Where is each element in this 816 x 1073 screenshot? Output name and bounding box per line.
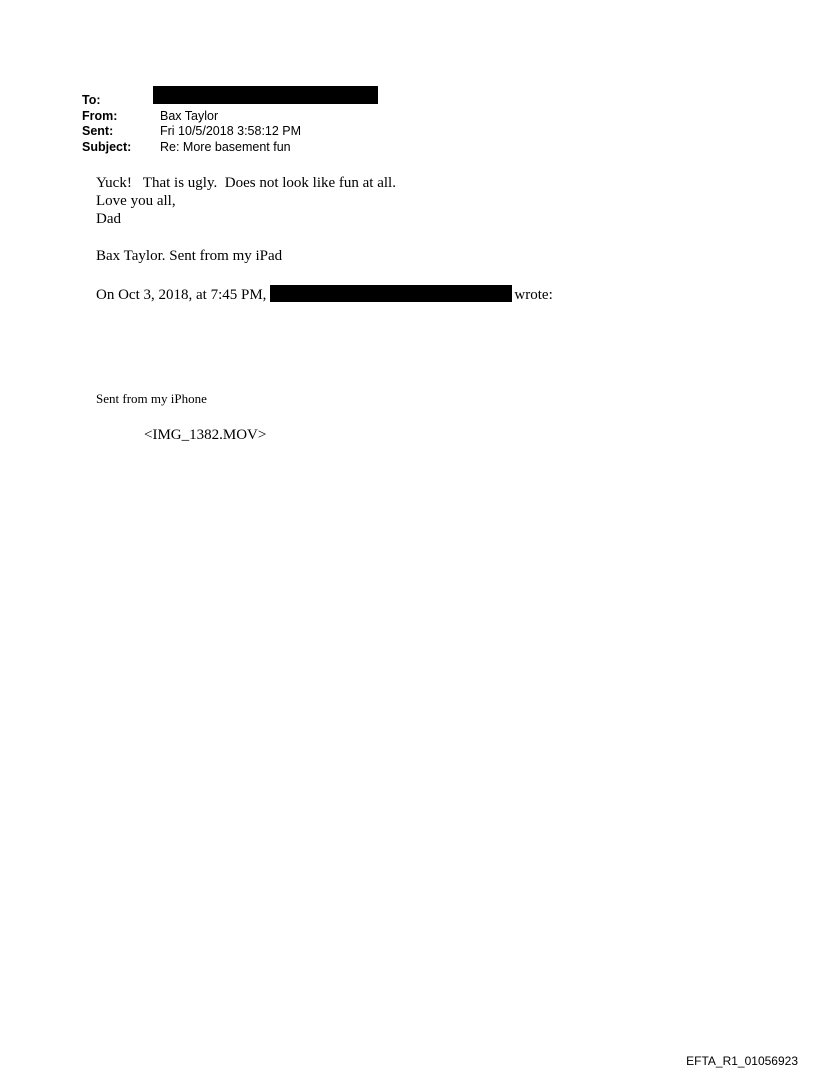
attachment-name: <IMG_1382.MOV> xyxy=(144,427,267,443)
signature: Bax Taylor. Sent from my iPad xyxy=(96,248,283,264)
redaction-block xyxy=(270,285,512,302)
redaction-block xyxy=(153,86,378,104)
body-line-3: Dad xyxy=(96,211,121,227)
sent-value: Fri 10/5/2018 3:58:12 PM xyxy=(160,124,302,138)
quote-header xyxy=(96,285,553,304)
sent-from-iphone: Sent from my iPhone xyxy=(96,391,207,406)
from-value: Bax Taylor xyxy=(160,108,219,123)
quote-suffix: wrote: xyxy=(514,287,553,303)
email-header xyxy=(82,93,385,155)
body-line-1: Yuck! That is ugly. Does not look like fun at all. xyxy=(96,175,396,191)
body-line-2: Love you all, xyxy=(96,193,176,209)
subject-row xyxy=(82,140,385,156)
to-label: To: xyxy=(82,93,101,107)
quote-prefix: On Oct 3, 2018, at 7:45 PM, xyxy=(96,287,267,303)
subject-label: Subject: xyxy=(82,139,132,154)
sent-row xyxy=(82,124,385,140)
subject-value: Re: More basement fun xyxy=(160,139,291,154)
to-row xyxy=(82,93,385,109)
from-label: From: xyxy=(82,108,118,123)
document-id: EFTA_R1_01056923 xyxy=(686,1054,798,1068)
sent-label: Sent: xyxy=(82,124,114,138)
